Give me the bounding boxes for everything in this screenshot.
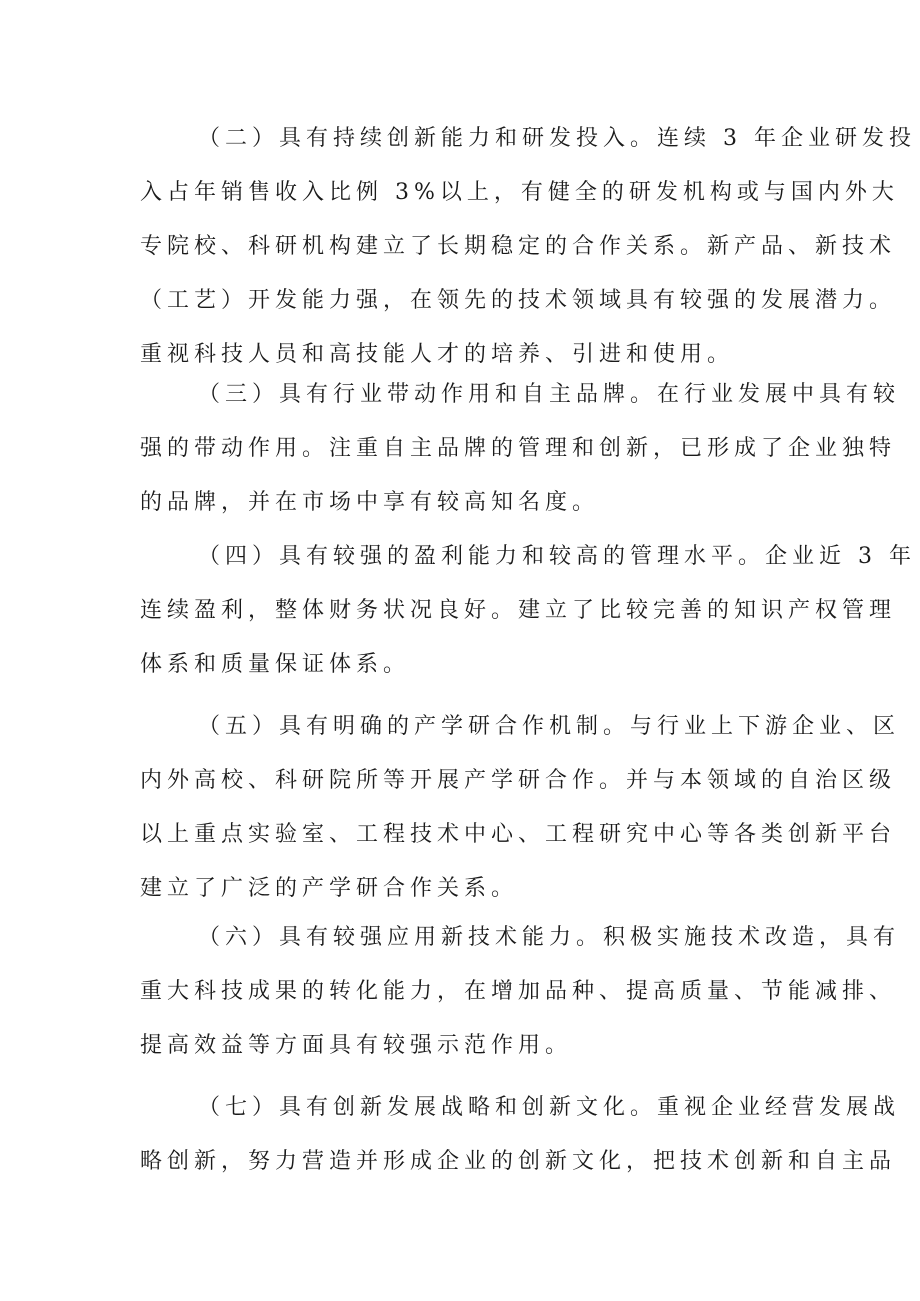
paragraph-innovation-rd — [140, 112, 916, 382]
paragraph-cooperation — [140, 700, 901, 916]
paragraph-technology-application — [140, 911, 901, 1073]
text-line: 体系和质量保证体系。 — [140, 652, 411, 677]
paragraph-innovation-culture — [140, 1081, 901, 1189]
text-line: 专院校、科研机构建立了长期稳定的合作关系。新产品、新技术 — [140, 234, 897, 259]
text-line: 的品牌，并在市场中享有较高知名度。 — [140, 490, 600, 515]
text-line: （六）具有较强应用新技术能力。积极实施技术改造，具有 — [198, 925, 901, 950]
text-line: （二）具有持续创新能力和研发投入。连续 3 年企业研发投 — [198, 126, 916, 151]
paragraph-industry-brand — [140, 368, 901, 530]
text-line: 以上重点实验室、工程技术中心、工程研究中心等各类创新平台 — [140, 822, 897, 847]
text-line: 略创新，努力营造并形成企业的创新文化，把技术创新和自主品 — [140, 1149, 897, 1174]
text-line: 提高效益等方面具有较强示范作用。 — [140, 1033, 573, 1058]
text-line: 连续盈利，整体财务状况良好。建立了比较完善的知识产权管理 — [140, 598, 897, 623]
text-line: （工艺）开发能力强，在领先的技术领域具有较强的发展潜力。 — [140, 288, 897, 313]
text-line: （五）具有明确的产学研合作机制。与行业上下游企业、区 — [198, 714, 901, 739]
text-line: 内外高校、科研院所等开展产学研合作。并与本领域的自治区级 — [140, 768, 897, 793]
text-line: 强的带动作用。注重自主品牌的管理和创新，已形成了企业独特 — [140, 436, 897, 461]
text-line: （七）具有创新发展战略和创新文化。重视企业经营发展战 — [198, 1095, 901, 1120]
text-line: 建立了广泛的产学研合作关系。 — [140, 876, 519, 901]
text-line: （三）具有行业带动作用和自主品牌。在行业发展中具有较 — [198, 382, 901, 407]
text-line: 重大科技成果的转化能力，在增加品种、提高质量、节能减排、 — [140, 979, 897, 1004]
paragraph-profitability — [140, 530, 916, 692]
text-line: 重视科技人员和高技能人才的培养、引进和使用。 — [140, 342, 735, 367]
text-line: （四）具有较强的盈利能力和较高的管理水平。企业近 3 年 — [198, 544, 916, 569]
text-line: 入占年销售收入比例 3%以上，有健全的研发机构或与国内外大 — [140, 180, 899, 205]
